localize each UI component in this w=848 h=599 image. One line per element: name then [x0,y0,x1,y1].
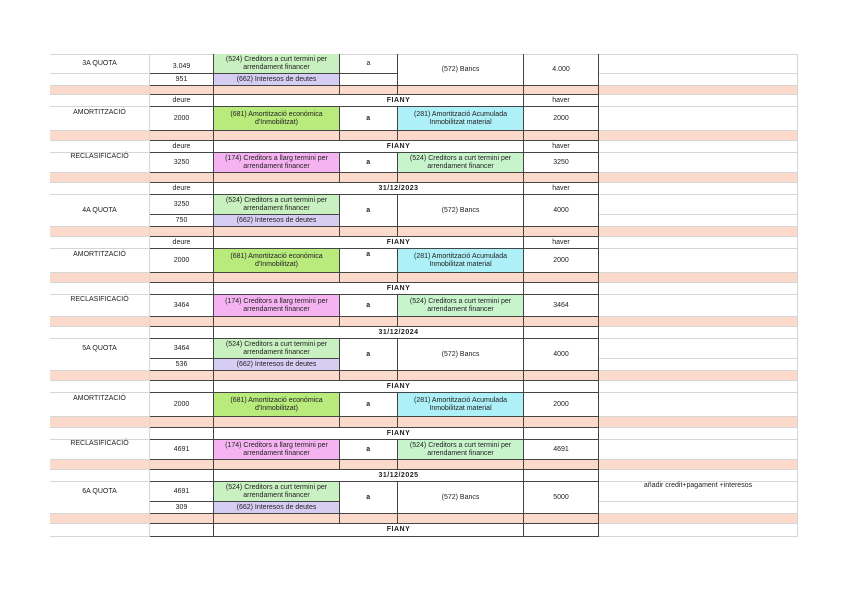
account-bancs[interactable]: (572) Bancs [398,54,524,86]
a-cell[interactable]: a [340,295,398,317]
table-row [50,295,798,317]
table-row [50,359,798,371]
label-amortitzacio: AMORTITZACIÓ [50,237,150,273]
account-creditors-curt[interactable]: (524) Creditors a curt termini per arrendament financer [214,339,340,359]
amount-q6-total[interactable]: 5000 [524,482,599,514]
amount-q4-total[interactable]: 4000 [524,195,599,227]
label-4a-quota: 4A QUOTA [50,195,150,227]
account-amortitzacio-economica[interactable]: (681) Amortització económica d'Inmobilitzat) [214,107,340,131]
account-creditors-curt[interactable]: (524) Creditors a curt termini per arrendament financer [398,153,524,173]
label-reclasificacio: RECLASIFICACIÓ [50,141,150,173]
separator-row [50,317,798,327]
empty-cell [50,74,150,86]
header-fiany: FIANY [214,141,524,153]
header-deure: deure [150,237,214,249]
empty-cell [340,74,398,86]
a-cell[interactable]: a [340,339,398,371]
amount-reclas-1[interactable]: 3250 [150,153,214,173]
a-cell[interactable]: a [340,249,398,273]
header-haver: haver [524,183,599,195]
header-row [50,428,798,440]
amount-reclas-3-haver[interactable]: 4691 [524,440,599,460]
amount-amort-1[interactable]: 2000 [150,107,214,131]
label-amortitzacio: AMORTITZACIÓ [50,381,150,417]
separator-row [50,371,798,381]
table-row [50,339,798,359]
account-bancs[interactable]: (572) Bancs [398,339,524,371]
header-fiany: FIANY [214,237,524,249]
amount-q5-interest[interactable]: 536 [150,359,214,371]
account-amortitzacio-economica[interactable]: (681) Amortització económica d'Inmobilitzat) [214,393,340,417]
account-interessos[interactable]: (662) Interesos de deutes [214,502,340,514]
account-amortitzacio-economica[interactable]: (681) Amortització económica d'Inmobilitzat) [214,249,340,273]
account-bancs[interactable]: (572) Bancs [398,482,524,514]
amount-q6-interest[interactable]: 309 [150,502,214,514]
header-fiany: FIANY [214,95,524,107]
header-row [50,237,798,249]
header-row [50,283,798,295]
a-cell[interactable]: a [340,195,398,227]
note-cell [599,74,798,86]
table-row [50,74,798,86]
account-amortitzacio-acumulada[interactable]: (281) Amortització Acumulada Inmobilitzat material [398,393,524,417]
account-interessos[interactable]: (662) Interesos de deutes [214,215,340,227]
header-date-2023: 31/12/2023 [214,183,524,195]
amount-q3-total[interactable]: 4.000 [524,54,599,86]
header-fiany: FIANY [214,283,524,295]
header-date-2025: 31/12/2025 [214,470,524,482]
header-row [50,381,798,393]
account-amortitzacio-acumulada[interactable]: (281) Amortització Acumulada Inmobilitzat material [398,107,524,131]
table-row [50,440,798,460]
a-cell[interactable]: a [340,107,398,131]
separator-row [50,131,798,141]
separator-row [50,460,798,470]
separator-row [50,273,798,283]
amount-q3-interest[interactable]: 951 [150,74,214,86]
label-3a-quota: 3A QUOTA [50,54,150,74]
account-creditors-llarg[interactable]: (174) Creditors a llarg termini per arrendament financer [214,295,340,317]
header-fiany: FIANY [214,428,524,440]
header-deure: deure [150,183,214,195]
account-interessos[interactable]: (662) Interesos de deutes [214,74,340,86]
header-haver: haver [524,95,599,107]
amount-reclas-1-haver[interactable]: 3250 [524,153,599,173]
separator-row [50,514,798,524]
amount-amort-2[interactable]: 2000 [150,249,214,273]
header-date-2024: 31/12/2024 [214,327,524,339]
table-row [50,393,798,417]
amount-amort-3-haver[interactable]: 2000 [524,393,599,417]
header-row [50,183,798,195]
separator-row [50,173,798,183]
account-creditors-llarg[interactable]: (174) Creditors a llarg termini per arrendament financer [214,153,340,173]
table-row [50,482,798,502]
table-row [50,249,798,273]
header-row [50,95,798,107]
header-deure: deure [150,95,214,107]
header-row [50,524,798,537]
account-bancs[interactable]: (572) Bancs [398,195,524,227]
amount-amort-1-haver[interactable]: 2000 [524,107,599,131]
amount-reclas-3[interactable]: 4691 [150,440,214,460]
amount-q5-total[interactable]: 4000 [524,339,599,371]
amount-q4-principal[interactable]: 3250 [150,195,214,215]
label-5a-quota: 5A QUOTA [50,327,150,371]
account-interessos[interactable]: (662) Interesos de deutes [214,359,340,371]
a-cell[interactable]: a [340,482,398,514]
a-cell[interactable]: a [340,153,398,173]
label-amortitzacio: AMORTITZACIÓ [50,95,150,131]
amount-amort-2-haver[interactable]: 2000 [524,249,599,273]
header-deure: deure [150,141,214,153]
table-row [50,153,798,173]
header-fiany: FIANY [214,381,524,393]
table-row [50,54,798,74]
account-creditors-curt[interactable]: (524) Creditors a curt termini per arrendament financer [398,295,524,317]
a-cell[interactable]: a [340,54,398,74]
header-haver: haver [524,237,599,249]
separator-row [50,86,798,95]
amount-q3-principal[interactable]: 3.049 [150,54,214,74]
table-row [50,107,798,131]
amount-amort-3[interactable]: 2000 [150,393,214,417]
amount-q6-principal[interactable]: 4691 [150,482,214,502]
account-amortitzacio-acumulada[interactable]: (281) Amortització Acumulada Inmobilitzat material [398,249,524,273]
separator-row [50,227,798,237]
a-cell[interactable]: a [340,393,398,417]
amount-q5-principal[interactable]: 3464 [150,339,214,359]
table-row [50,502,798,514]
note-cell[interactable]: añadir credit+pagament +interesos [599,470,798,502]
account-creditors-curt[interactable]: (524) Creditors a curt termini per arrendament financer [214,482,340,502]
account-creditors-curt[interactable]: (524) Creditors a curt termini per arrendament financer [214,195,340,215]
amount-reclas-2[interactable]: 3464 [150,295,214,317]
table-row [50,195,798,215]
label-6a-quota: 6A QUOTA [50,470,150,514]
label-reclasificacio: RECLASIFICACIÓ [50,283,150,317]
header-row [50,327,798,339]
a-cell[interactable]: a [340,440,398,460]
note-cell [599,54,798,74]
separator-row [50,417,798,428]
table-row [50,215,798,227]
account-creditors-llarg[interactable]: (174) Creditors a llarg termini per arrendament financer [214,440,340,460]
header-fiany: FIANY [214,524,524,537]
header-haver: haver [524,141,599,153]
account-creditors-curt[interactable]: (524) Creditors a curt termini per arrendament financer [398,440,524,460]
amount-reclas-2-haver[interactable]: 3464 [524,295,599,317]
label-reclasificacio: RECLASIFICACIÓ [50,428,150,460]
amount-q4-interest[interactable]: 750 [150,215,214,227]
account-creditors-curt[interactable]: (524) Creditors a curt termini per arrendament financer [214,54,340,74]
header-row [50,141,798,153]
